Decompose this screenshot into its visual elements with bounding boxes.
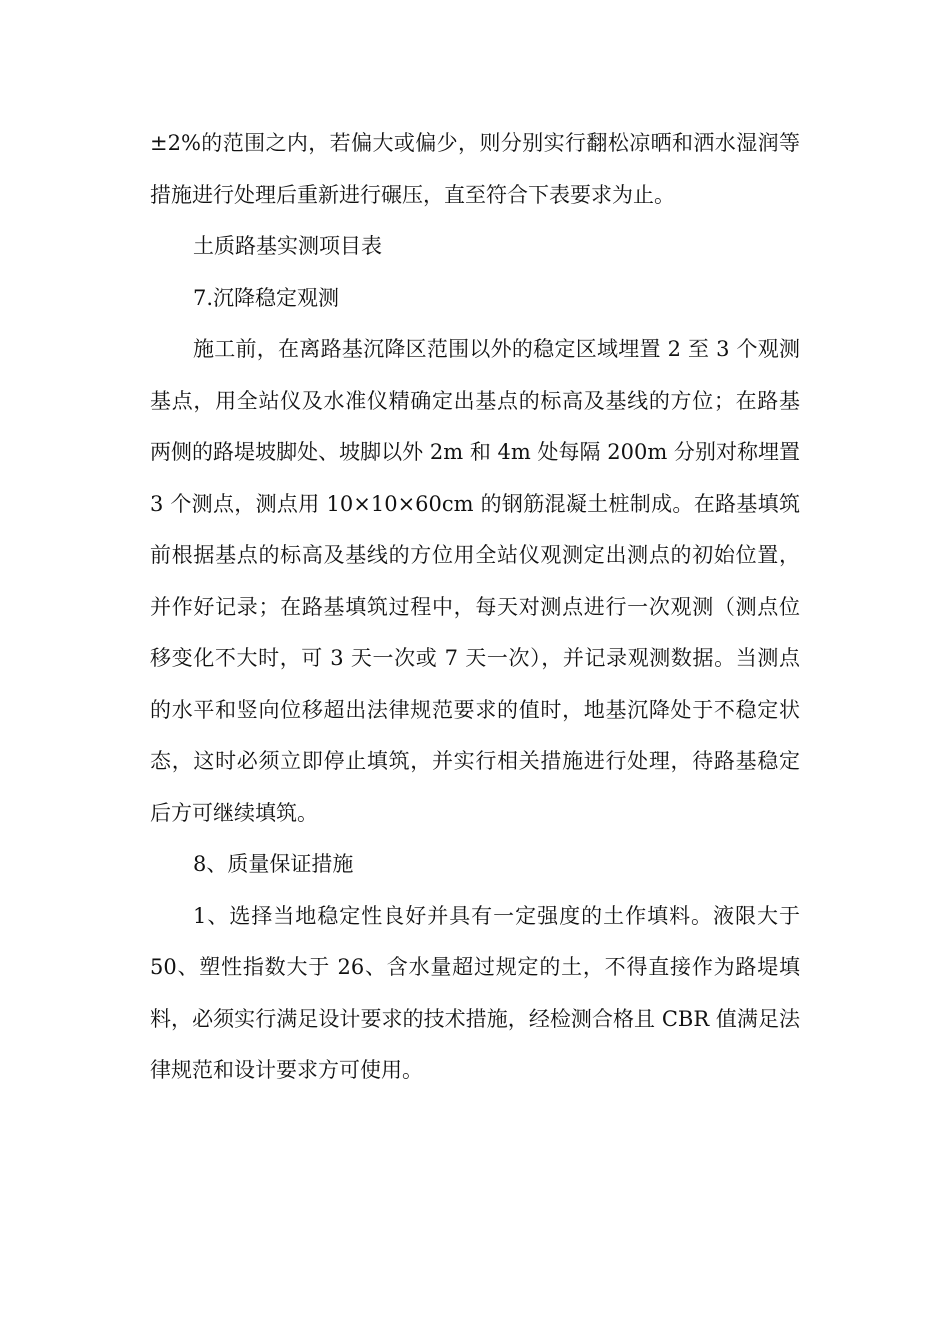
paragraph-settlement-observation: 施工前，在离路基沉降区范围以外的稳定区域埋置 2 至 3 个观测基点，用全站仪及水准仪精确定出基点的标高及基线的方位；在路基两侧的路堤坡脚处、坡脚以外 2m 和 4m 处每隔 200m 分别对称埋置 3 个测点，测点用 10×10×60cm 的钢筋混凝土桩制成。在路基填筑前根据基点的标高及基线的方位用全站仪观测定出测点的初始位置，并作好记录；在路基填筑过程中，每天对测点进行一次观测（测点位移变化不大时，可 3 天一次或 7 天一次），并记录观测数据。当测点的水平和竖向位移超出法律规范要求的值时，地基沉降处于不稳定状态，这时必须立即停止填筑，并实行相关措施进行处理，待路基稳定后方可继续填筑。 bbox=[150, 337, 800, 825]
section-heading-settlement: 7.沉降稳定观测 bbox=[193, 285, 340, 310]
paragraph-fill-material: 1、选择当地稳定性良好并具有一定强度的土作填料。液限大于 50、塑性指数大于 26、含水量超过规定的土，不得直接作为路堤填料，必须实行满足设计要求的技术措施，经检测合格且 CBR 值满足法律规范和设计要求方可使用。 bbox=[150, 903, 800, 1082]
paragraph-continuation: ±2%的范围之内，若偏大或偏少，则分别实行翻松凉晒和洒水湿润等措施进行处理后重新进行碾压，直至符合下表要求为止。 bbox=[150, 131, 800, 207]
section-heading-quality: 8、质量保证措施 bbox=[193, 852, 354, 876]
table-caption: 土质路基实测项目表 bbox=[193, 234, 382, 258]
document-body bbox=[150, 118, 800, 1097]
